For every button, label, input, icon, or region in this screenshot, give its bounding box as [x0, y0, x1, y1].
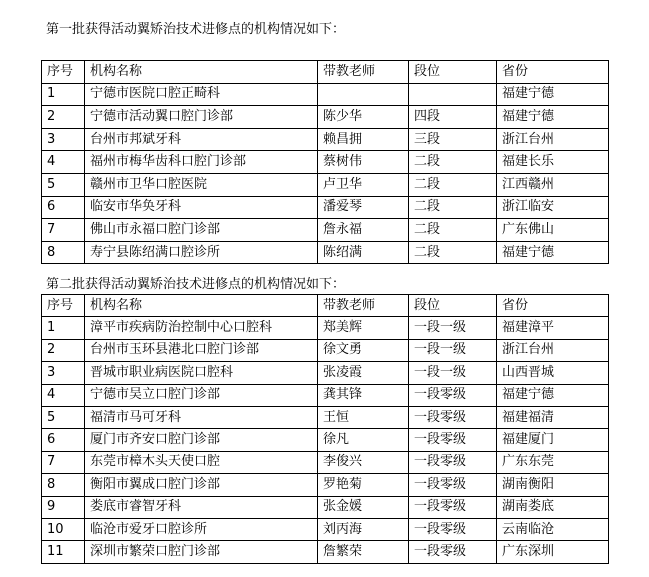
cell-province: 湖南娄底	[497, 496, 609, 518]
cell-rank: 一段一级	[409, 317, 497, 339]
table-row	[42, 151, 609, 174]
cell-institution-name: 寿宁县陈绍满口腔诊所	[85, 241, 318, 264]
column-header-institution-name: 机构名称	[85, 61, 318, 84]
table-row	[42, 339, 609, 361]
cell-rank: 三段	[409, 128, 497, 151]
cell-rank: 一段零级	[409, 451, 497, 473]
cell-province: 福建厦门	[497, 429, 609, 451]
cell-serial-number: 3	[42, 362, 85, 384]
cell-province: 山西晋城	[497, 362, 609, 384]
column-header-teacher: 带教老师	[318, 295, 409, 317]
column-header-province: 省份	[497, 295, 609, 317]
cell-province: 江西赣州	[497, 173, 609, 196]
cell-rank: 一段零级	[409, 429, 497, 451]
cell-serial-number: 5	[42, 406, 85, 428]
table-row	[42, 518, 609, 540]
cell-province: 广东佛山	[497, 219, 609, 242]
cell-institution-name: 宁德市吴立口腔门诊部	[85, 384, 318, 406]
cell-province: 福建宁德	[497, 384, 609, 406]
column-header-serial-number: 序号	[42, 295, 85, 317]
cell-rank: 一段一级	[409, 362, 497, 384]
institution-table-batch-2	[41, 294, 609, 564]
cell-rank: 一段一级	[409, 339, 497, 361]
table-row	[42, 241, 609, 264]
cell-institution-name: 东莞市樟木头天使口腔	[85, 451, 318, 473]
cell-rank: 一段零级	[409, 496, 497, 518]
cell-rank: 一段零级	[409, 518, 497, 540]
cell-teacher: 刘丙海	[318, 518, 409, 540]
table-row	[42, 317, 609, 339]
cell-province: 福建宁德	[497, 83, 609, 106]
cell-institution-name: 衡阳市翼成口腔门诊部	[85, 474, 318, 496]
cell-institution-name: 台州市邦斌牙科	[85, 128, 318, 151]
section-2-heading: 第二批获得活动翼矫治技术进修点的机构情况如下：	[46, 277, 346, 292]
cell-rank: 二段	[409, 173, 497, 196]
cell-serial-number: 4	[42, 151, 85, 174]
table-row	[42, 496, 609, 518]
cell-institution-name: 赣州市卫华口腔医院	[85, 173, 318, 196]
table-row	[42, 541, 609, 563]
cell-serial-number: 1	[42, 317, 85, 339]
table-row	[42, 362, 609, 384]
cell-teacher: 徐凡	[318, 429, 409, 451]
column-header-province: 省份	[497, 61, 609, 84]
cell-teacher	[318, 83, 409, 106]
cell-institution-name: 临沧市爱牙口腔诊所	[85, 518, 318, 540]
cell-rank: 一段零级	[409, 541, 497, 563]
cell-rank: 一段零级	[409, 406, 497, 428]
column-header-serial-number: 序号	[42, 61, 85, 84]
column-header-rank: 段位	[409, 295, 497, 317]
cell-teacher: 卢卫华	[318, 173, 409, 196]
cell-serial-number: 2	[42, 106, 85, 129]
cell-province: 浙江临安	[497, 196, 609, 219]
cell-institution-name: 福清市马可牙科	[85, 406, 318, 428]
cell-province: 浙江台州	[497, 339, 609, 361]
cell-rank: 二段	[409, 196, 497, 219]
table-row	[42, 173, 609, 196]
column-header-rank: 段位	[409, 61, 497, 84]
cell-province: 云南临沧	[497, 518, 609, 540]
cell-serial-number: 6	[42, 429, 85, 451]
cell-teacher: 徐文勇	[318, 339, 409, 361]
section-1-heading: 第一批获得活动翼矫治技术进修点的机构情况如下：	[46, 22, 346, 37]
cell-serial-number: 8	[42, 241, 85, 264]
cell-rank: 二段	[409, 241, 497, 264]
cell-serial-number: 11	[42, 541, 85, 563]
cell-serial-number: 4	[42, 384, 85, 406]
cell-serial-number: 7	[42, 219, 85, 242]
cell-serial-number: 3	[42, 128, 85, 151]
cell-institution-name: 台州市玉环县港北口腔门诊部	[85, 339, 318, 361]
table-row	[42, 429, 609, 451]
cell-institution-name: 佛山市永福口腔门诊部	[85, 219, 318, 242]
cell-province: 福建漳平	[497, 317, 609, 339]
cell-institution-name: 深圳市繁荣口腔门诊部	[85, 541, 318, 563]
cell-institution-name: 宁德市医院口腔正畸科	[85, 83, 318, 106]
cell-province: 浙江台州	[497, 128, 609, 151]
cell-serial-number: 10	[42, 518, 85, 540]
cell-province: 广东深圳	[497, 541, 609, 563]
cell-teacher: 张凌霞	[318, 362, 409, 384]
table-row	[42, 384, 609, 406]
cell-teacher: 龚其锋	[318, 384, 409, 406]
cell-serial-number: 6	[42, 196, 85, 219]
cell-teacher: 詹永福	[318, 219, 409, 242]
cell-teacher: 蔡树伟	[318, 151, 409, 174]
cell-province: 广东东莞	[497, 451, 609, 473]
cell-teacher: 潘爱琴	[318, 196, 409, 219]
cell-province: 福建福清	[497, 406, 609, 428]
column-header-teacher: 带教老师	[318, 61, 409, 84]
institution-table-batch-1	[41, 60, 609, 264]
cell-province: 福建长乐	[497, 151, 609, 174]
cell-serial-number: 1	[42, 83, 85, 106]
cell-rank: 二段	[409, 219, 497, 242]
table-row	[42, 474, 609, 496]
table-row	[42, 83, 609, 106]
cell-institution-name: 漳平市疾病防治控制中心口腔科	[85, 317, 318, 339]
cell-serial-number: 7	[42, 451, 85, 473]
cell-institution-name: 福州市梅华齿科口腔门诊部	[85, 151, 318, 174]
table-header-row	[42, 295, 609, 317]
cell-teacher: 陈少华	[318, 106, 409, 129]
table-row	[42, 406, 609, 428]
cell-serial-number: 5	[42, 173, 85, 196]
cell-rank: 一段零级	[409, 384, 497, 406]
cell-teacher: 郑美辉	[318, 317, 409, 339]
cell-institution-name: 晋城市职业病医院口腔科	[85, 362, 318, 384]
column-header-institution-name: 机构名称	[85, 295, 318, 317]
table-header-row	[42, 61, 609, 84]
cell-institution-name: 娄底市睿智牙科	[85, 496, 318, 518]
cell-teacher: 罗艳菊	[318, 474, 409, 496]
cell-teacher: 王恒	[318, 406, 409, 428]
cell-teacher: 张金媛	[318, 496, 409, 518]
cell-serial-number: 2	[42, 339, 85, 361]
cell-rank: 四段	[409, 106, 497, 129]
cell-rank: 二段	[409, 151, 497, 174]
cell-teacher: 陈绍满	[318, 241, 409, 264]
table-row	[42, 128, 609, 151]
cell-province: 福建宁德	[497, 241, 609, 264]
table-row	[42, 196, 609, 219]
cell-serial-number: 9	[42, 496, 85, 518]
cell-institution-name: 厦门市齐安口腔门诊部	[85, 429, 318, 451]
cell-rank	[409, 83, 497, 106]
cell-province: 福建宁德	[497, 106, 609, 129]
cell-institution-name: 宁德市活动翼口腔门诊部	[85, 106, 318, 129]
cell-province: 湖南衡阳	[497, 474, 609, 496]
cell-institution-name: 临安市华奂牙科	[85, 196, 318, 219]
table-row	[42, 219, 609, 242]
table-row	[42, 106, 609, 129]
cell-teacher: 李俊兴	[318, 451, 409, 473]
cell-rank: 一段零级	[409, 474, 497, 496]
table-row	[42, 451, 609, 473]
cell-teacher: 赖昌拥	[318, 128, 409, 151]
cell-teacher: 詹繁荣	[318, 541, 409, 563]
cell-serial-number: 8	[42, 474, 85, 496]
